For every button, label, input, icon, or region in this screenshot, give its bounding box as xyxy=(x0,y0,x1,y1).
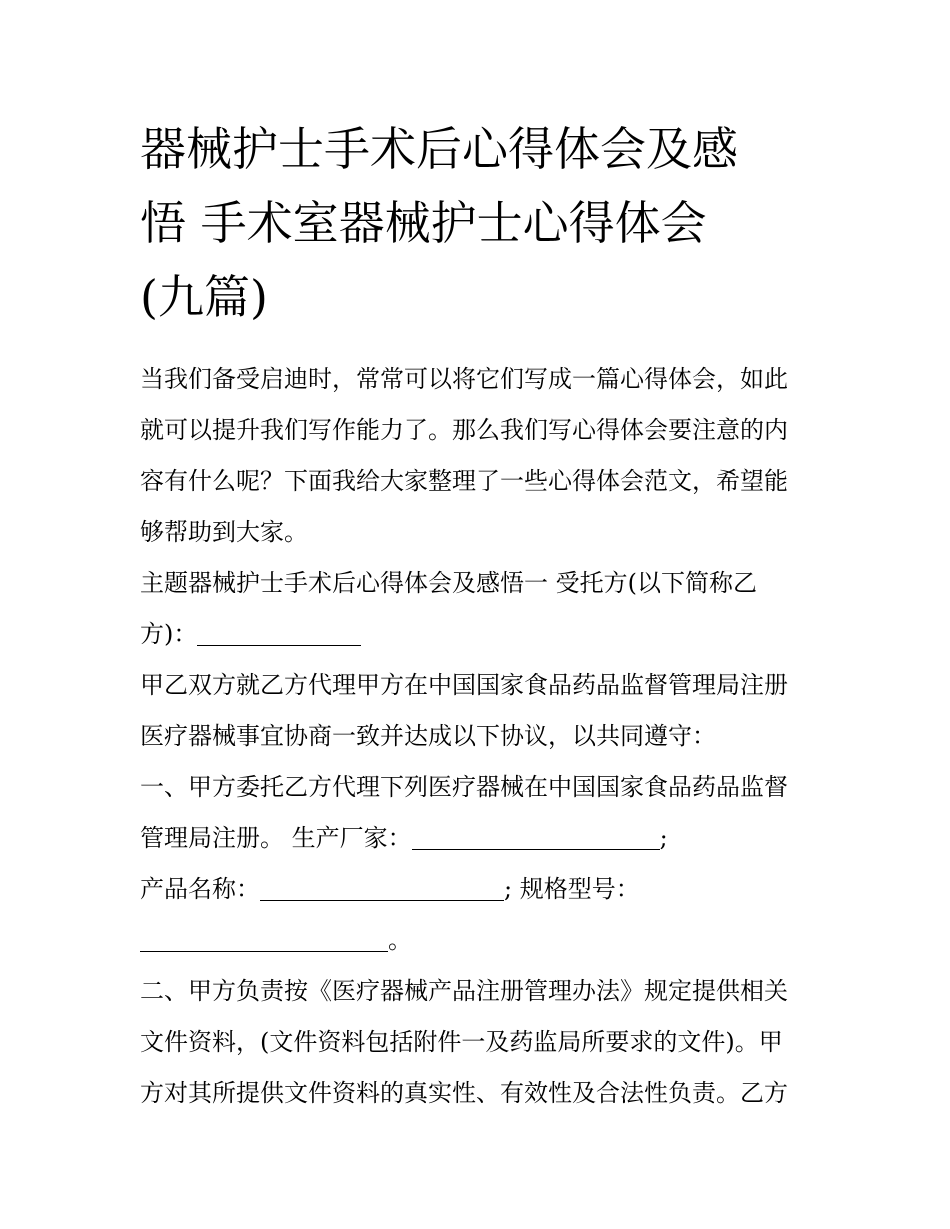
body-line: 二、甲方负责按《医疗器械产品注册管理办法》规定提供相关 xyxy=(140,977,788,1005)
fill-in-blank xyxy=(412,821,660,850)
body-line: 容有什么呢？下面我给大家整理了一些心得体会范文，希望能 xyxy=(140,467,788,495)
body-line xyxy=(140,813,820,864)
punctuation: ; xyxy=(659,824,668,852)
party-label: 方)： xyxy=(140,620,198,648)
document-body xyxy=(140,354,820,1119)
body-line xyxy=(140,864,820,915)
fill-in-blank xyxy=(140,923,388,952)
body-line xyxy=(140,609,820,660)
body-line: 当我们备受启迪时，常常可以将它们写成一篇心得体会，如此 xyxy=(140,365,788,393)
title-line-2: 悟 手术室器械护士心得体会 xyxy=(140,196,707,250)
body-line: 甲乙双方就乙方代理甲方在中国国家食品药品监督管理局注册 xyxy=(140,671,788,699)
fill-in-blank xyxy=(197,617,361,646)
body-line: 主题器械护士手术后心得体会及感悟一 受托方(以下简称乙 xyxy=(140,569,757,597)
body-line xyxy=(140,915,820,966)
fill-in-blank xyxy=(260,872,504,901)
title-line-1: 器械护士手术后心得体会及感 xyxy=(140,122,738,176)
document-title xyxy=(140,112,820,334)
body-line: 文件资料，(文件资料包括附件一及药监局所要求的文件)。甲 xyxy=(140,1028,783,1056)
body-line: 够帮助到大家。 xyxy=(140,518,308,546)
spec-model-label: ; 规格型号： xyxy=(504,875,640,903)
punctuation: 。 xyxy=(388,926,412,954)
title-line-3: (九篇) xyxy=(140,270,268,324)
manufacturer-label: 管理局注册。 生产厂家： xyxy=(140,824,412,852)
body-line: 一、甲方委托乙方代理下列医疗器械在中国国家食品药品监督 xyxy=(140,773,788,801)
body-line: 医疗器械事宜协商一致并达成以下协议，以共同遵守： xyxy=(140,722,716,750)
product-name-label: 产品名称： xyxy=(140,875,260,903)
body-line: 方对其所提供文件资料的真实性、有效性及合法性负责。乙方 xyxy=(140,1079,788,1107)
body-line: 就可以提升我们写作能力了。那么我们写心得体会要注意的内 xyxy=(140,416,788,444)
